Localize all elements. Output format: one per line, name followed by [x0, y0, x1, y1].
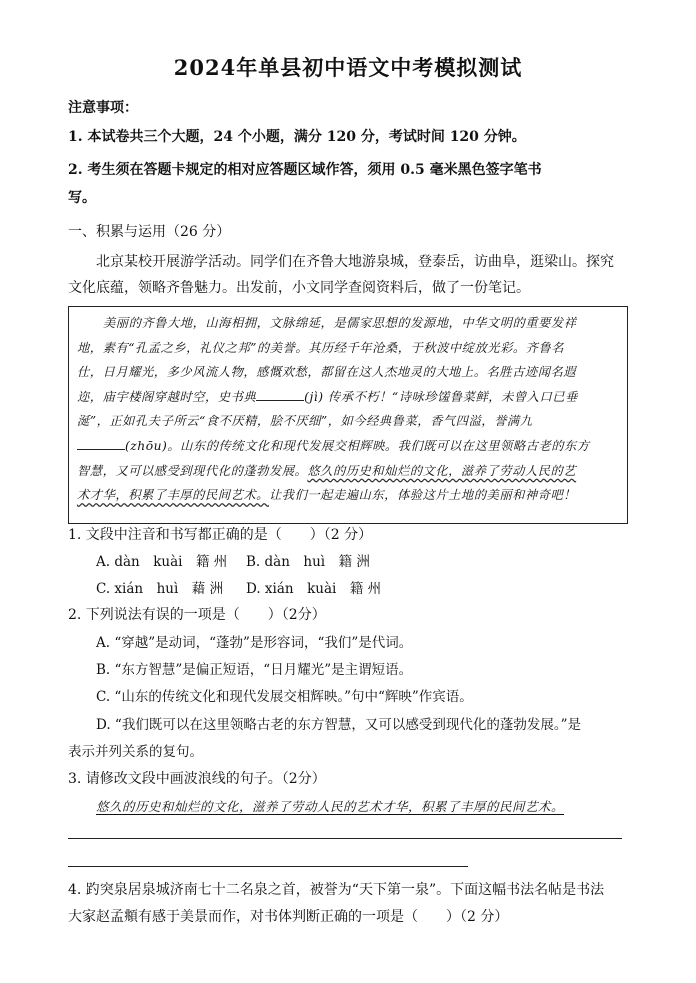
- passage-text: 迩，庙宇楼阁穿越时空，史书典: [77, 389, 257, 404]
- section-intro-cont: 文化底蕴，领略齐鲁魅力。出发前，小文同学查阅资料后，做了一份笔记。: [68, 280, 530, 296]
- question-2-option-a: A. “穿越”是动词，“蓬勃”是形容词，“我们”是代词。: [96, 635, 413, 651]
- passage-box: [68, 306, 628, 524]
- question-2-option-c: C. “山东的传统文化和现代发展交相辉映。”句中“辉映”作宾语。: [96, 689, 473, 705]
- passage-line: [77, 483, 619, 508]
- question-2-option-b: B. “东方智慧”是偏正短语，“日月耀光”是主谓短语。: [96, 662, 413, 678]
- notice-heading: 注意事项：: [68, 100, 138, 116]
- question-3-stem: 3. 请修改文段中画波浪线的句子。（2分）: [68, 771, 326, 787]
- answer-line: [68, 866, 468, 867]
- question-4-stem: 4. 趵突泉居泉城济南七十二名泉之首，被誉为“天下第一泉”。下面这幅书法名帖是书法: [68, 882, 605, 898]
- passage-line: 涎”，正如孔夫子所云“食不厌精，脍不厌细”，如今经典鲁菜，香气四溢，誉满九: [77, 414, 533, 429]
- passage-line: [77, 434, 619, 459]
- passage-line: 地，素有“孔孟之乡，礼仪之邦”的美誉。其历经千年沧桑，于秋波中绽放光彩。齐鲁名: [77, 340, 565, 355]
- question-2-option-d: D. “我们既可以在这里领略古老的东方智慧，又可以感受到现代化的蓬勃发展。”是: [96, 717, 581, 733]
- answer-line: [68, 838, 622, 839]
- section-intro: 北京某校开展游学活动。同学们在齐鲁大地游泉城，登泰岳，访曲阜，逛梁山。探究: [96, 254, 614, 270]
- section-heading: 一、积累与运用（26 分）: [68, 224, 231, 240]
- question-3-sentence: 悠久的历史和灿烂的文化，滋养了劳动人民的艺术才华，积累了丰厚的民间艺术。: [96, 799, 565, 814]
- fill-blank: [256, 387, 304, 401]
- passage-text: 让我们一起走遍山东，体验这片土地的美丽和神奇吧！: [268, 488, 577, 503]
- question-2-option-d-cont: 表示并列关系的复句。: [68, 744, 203, 760]
- question-1-stem: 1. 文段中注音和书写都正确的是（ ）（2 分）: [68, 527, 373, 543]
- question-2-stem: 2. 下列说法有误的一项是（ ）（2分）: [68, 607, 326, 623]
- passage-line: [77, 385, 619, 410]
- fill-blank: [77, 436, 125, 450]
- wavy-underlined-sentence: 术才华，积累了丰厚的民间艺术。: [77, 488, 269, 503]
- notice-item-2: 2. 考生须在答题卡规定的相对应答题区域作答，须用 0.5 毫米黑色签字笔书: [68, 162, 542, 178]
- passage-text: (jì) 传承不朽！“诗咏珍馐鲁菜鲜，未曾入口已垂: [304, 389, 578, 404]
- question-1-option-a: A. dàn kuài 籍 州: [96, 554, 228, 570]
- question-4-stem-cont: 大家赵孟頫有感于美景而作，对书体判断正确的一项是（ ）（2 分）: [68, 909, 509, 925]
- passage-line: 美丽的齐鲁大地，山海相拥，文脉绵延，是儒家思想的发源地，中华文明的重要发祥: [103, 316, 577, 330]
- passage-line: [77, 459, 619, 484]
- passage-text: (zhōu)。山东的传统文化和现代发展交相辉映。我们既可以在这里领略古老的东方: [125, 438, 590, 453]
- passage-line: 仕，日月耀光，多少风流人物，感慨欢愁，都留在这人杰地灵的大地上。名胜古迹闻名遐: [77, 365, 577, 380]
- notice-item-2-cont: 写。: [68, 190, 96, 206]
- question-1-option-c: C. xián huì 藉 洲: [96, 581, 224, 597]
- passage-text: 智慧，又可以感受到现代化的蓬勃发展。: [77, 463, 308, 478]
- notice-item-1: 1. 本试卷共三个大题，24 个小题，满分 120 分，考试时间 120 分钟。: [68, 129, 526, 145]
- question-1-option-d: D. xián kuài 籍 州: [246, 581, 382, 597]
- page-title: 2024年单县初中语文中考模拟测试: [173, 55, 523, 80]
- wavy-underlined-sentence: 悠久的历史和灿烂的文化，滋养了劳动人民的艺: [307, 463, 577, 478]
- question-1-option-b: B. dàn huì 籍 洲: [246, 554, 370, 570]
